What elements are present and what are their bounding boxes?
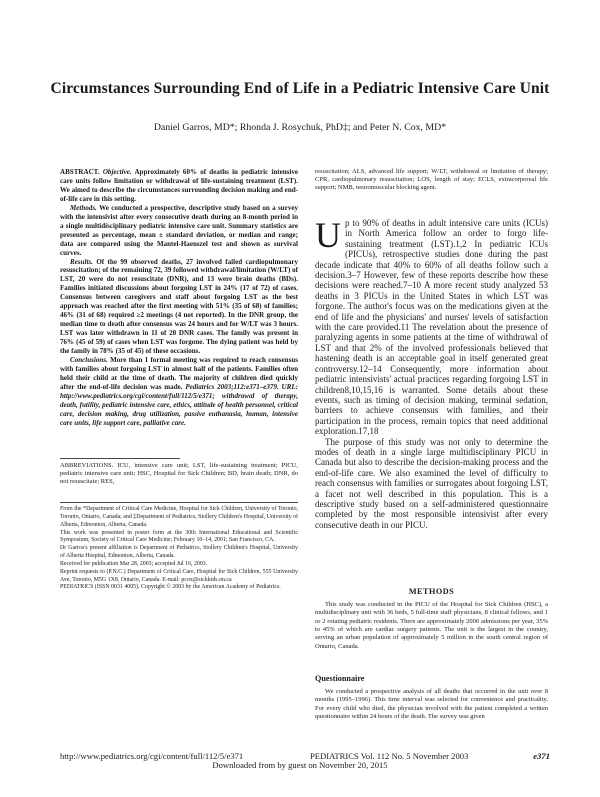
abstract-conclusions <box>60 356 298 428</box>
keywords-text: withdrawal of therapy, death, futility, pediatric intensive care, ethics, attitude of health personnel, critical care, decision making, drug utilization, passive euthanasia, human, intensive care units, life support care, palliative care. <box>60 391 298 427</box>
abstract-methods <box>60 204 298 258</box>
abbreviations-left: ABBREVIATIONS. ICU, intensive care unit; LST, life-sustaining treatment; PICU, pediatric intensive care unit; HSC, Hospital for Sick Children; BD, brain death; DNR, do not resuscitate; RES, <box>60 462 298 486</box>
results-text: Of the 99 observed deaths, 27 involved failed cardiopulmonary resuscitation; of the remaining 72, 39 followed withdrawal/limitation (W/LT) of LST, 20 were do not resuscitate (DNR), and 13 were brain deaths (BDs). Families initiated discussions about forgoing LST in 24% (17 of 72) of cases. Consensus between caregivers and staff about forgoing LST as the best approach was reached after the first meeting with 51% (35 of 68) of families; 46% (31 of 68) required ≥2 meetings (4 not reported). In the DNR group, the median time to death after consensus was 24 hours and for W/LT was 3 hours. LST was later withdrawn in 11 of 20 DNR cases. The family was present in 76% (45 of 59) of cases when LST was forgone. The dying patient was held by the family in 78% (35 of 45) of these occasions. <box>60 257 298 356</box>
introduction <box>315 215 548 530</box>
drop-cap: U <box>315 215 341 255</box>
article-title: Circumstances Surrounding End of Life in a Pediatric Intensive Care Unit <box>50 80 550 97</box>
methods-heading: METHODS <box>408 587 455 596</box>
affiliations-rule <box>60 502 298 503</box>
affiliation-line: Reprint requests to (P.N.C.) Department of Critical Care, Hospital for Sick Children, 555 University Ave, Toronto, M5G 1X8, Ontario, Canada. E-mail: pcox@sickkids.on.ca <box>60 568 298 583</box>
methods-paragraph: This study was conducted in the PICU of the Hospital for Sick Children (HSC), a multidisciplinary unit with 36 beds, 5 full-time staff physicians, 8 clinical fellows, and 1 or 2 rotating pediatric residents. There are approximately 2000 admissions per year, 35% to 45% of which are cardiac surgery patients. The unit is the largest in the country, serving an urban population of approximately 5 million in the south central region of Ontario, Canada. <box>315 601 548 650</box>
questionnaire-section <box>315 688 548 721</box>
abstract-results <box>60 258 298 356</box>
affiliation-line: PEDIATRICS (ISSN 0031 4005). Copyright © 2003 by the American Academy of Pediatrics. <box>60 584 281 591</box>
intro-paragraph-2: The purpose of this study was not only to determine the modes of death in a single large multidisciplinary PICU in Canada but also to describe the decision-making process and the end-of-life care. We also examined the level of difficulty to reach consensus with families or surrogates about forgoing LST, a facet not well described in this population. This is a descriptive study based on a self-administered questionnaire completed by the most responsible intensivist after every consecutive death in our PICU. <box>315 436 548 530</box>
intro-paragraph-1 <box>315 215 548 437</box>
download-notice: Downloaded from by guest on November 20, 2015 <box>212 760 388 770</box>
intro-text-1: p to 90% of deaths in adult intensive care units (ICUs) in North America follow an order to forgo life-sustaining treatment (LST).1,2 In pediatric ICUs (PICUs), retrospective studies done during the past decade indicate that 40% to 60% of all deaths follow such a decision.3–7 However, few of these reports describe how these decisions were reached.7–10 A more recent study analyzed 53 deaths in 3 PICUs in the United States in which LST was forgone. The author's focus was on the medications given at the end of life and the physicians' and nurses' levels of satisfaction with the care provided.11 The revelation about the presence of paralyzing agents in some patients at the time of withdrawal of LST and that 2% of the involved professionals believed that hastening death is an acceptable goal in itself generated great controversy.12–14 Consequently, more information about pediatric intensivists' actual practices regarding forgoing LST in children8,10,15,16 is warranted. Some details about these events, such as timing of decision making, terminal sedation, barriers to achieve consensus with families, and their participation in the process, remain topics that need additional exploration.17,18 <box>315 218 548 437</box>
affiliation-line: This work was presented in poster form at the 30th International Educational and Scientific Symposium, Society of Critical Care Medicine; February 10–14, 2001; San Francisco, CA. <box>60 529 298 544</box>
affiliation-line: From the *Department of Critical Care Medicine, Hospital for Sick Children, University of Toronto, Toronto, Ontario, Canada; and ‡Department of Pediatrics, Stollery Children's Hospital, University of Alberta, Edmonton, Alberta, Canada. <box>60 506 298 528</box>
methods-text: We conducted a prospective, descriptive study based on a survey with the intensivist after every consecutive death during an 8-month period in a single multidisciplinary pediatric intensive care unit. Summary statistics are presented as percentage, mean ± standard deviation, or median and range; data are compared using the Mantel-Haenszel test and shown as survival curves. <box>60 203 298 257</box>
results-label: Results. <box>70 257 93 266</box>
methods-section <box>315 601 548 651</box>
conclusions-label: Conclusions. <box>70 356 108 365</box>
footer-journal: PEDIATRICS Vol. 112 No. 5 November 2003 <box>310 751 469 761</box>
questionnaire-heading: Questionnaire <box>315 674 365 683</box>
questionnaire-paragraph: We conducted a prospective analysis of all deaths that occurred in the unit over 8 months (1995–1996). This time interval was selected for convenience and practicality. For every child who died, the physician involved with the patient completed a written questionnaire within 24 hours of the death. The survey was given <box>315 688 548 721</box>
objective-text: Approximately 60% of deaths in pediatric intensive care units follow limitation or withdrawal of life-sustaining treatment (LST). We aimed to describe the circumstances surrounding decision making and end-of-life care in this setting. <box>60 168 299 203</box>
abstract-label: ABSTRACT. <box>60 168 100 176</box>
affiliations <box>60 506 298 592</box>
affiliation-line: Dr Garros's present affiliation is Department of Pediatrics, Stollery Children's Hospital, University of Alberta Hospital, Edmonton, Alberta, Canada. <box>60 545 298 560</box>
affiliation-line: Received for publication Mar 28, 2003; accepted Jul 16, 2003. <box>60 560 208 567</box>
conclusions-text: More than 1 formal meeting was required to reach consensus with families about forgoing LST in almost half of the patients. Families often held their child at the time of death. The majority of children died quickly after the end-of-life decision was made. <box>60 356 298 391</box>
abstract-objective <box>60 168 298 204</box>
objective-label: Objective. <box>102 168 132 176</box>
abbreviations-rule <box>60 458 180 459</box>
author-list: Daniel Garros, MD*; Rhonda J. Rosychuk, PhD‡; and Peter N. Cox, MD* <box>153 122 447 133</box>
abstract <box>60 168 298 428</box>
citation-text: Pediatrics 2003;112:e371–e379. URL: http://www.pediatrics.org/cgi/content/full/112/5/e371; <box>60 382 298 400</box>
footer-url[interactable]: http://www.pediatrics.org/cgi/content/full/112/5/e371 <box>60 751 244 761</box>
page-number: e371 <box>533 751 550 761</box>
abbreviations-right: resuscitation; ALS, advanced life support; W/LT, withdrawal or limitation of therapy; CPR, cardiopulmonary resuscitation; LOS, length of stay; ECLS, extracorporeal life support; NMB, neuromuscular blocking agent. <box>315 168 548 192</box>
methods-label: Methods. <box>70 203 97 212</box>
